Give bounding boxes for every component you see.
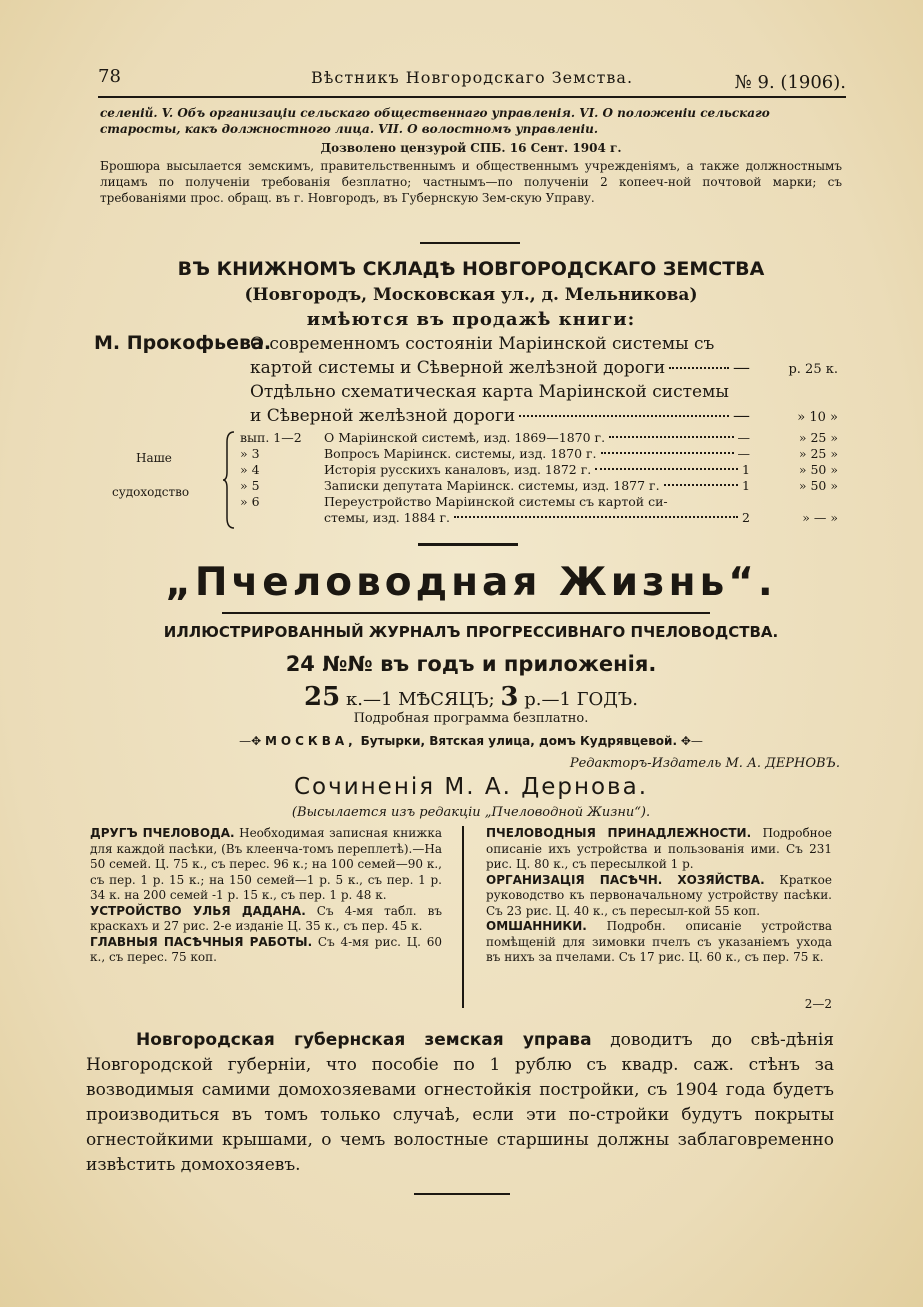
series-no: » 3 [240, 446, 260, 461]
price-b: 3 [500, 682, 519, 712]
ornament-left: —✥ [239, 734, 262, 748]
notice-lead: Новгородская губернская земская управа [136, 1030, 592, 1050]
book-item-1-qty: — [733, 358, 750, 378]
series-no: » 4 [240, 462, 260, 477]
series-no: » 6 [240, 494, 260, 509]
leader-dots [669, 367, 729, 369]
series-title: О Маріинской системѣ, изд. 1869—1870 г. [324, 430, 606, 445]
series-label-1: Наше [136, 451, 172, 465]
issue-mark: 2—2 [804, 997, 832, 1011]
series-row [240, 446, 838, 462]
series-row [240, 478, 838, 494]
series-title: Вопросъ Маріинск. системы, изд. 1870 г. [324, 446, 597, 461]
series-no: » 5 [240, 478, 260, 493]
series-price: » 25 » [798, 430, 838, 445]
series-qty: — [737, 446, 750, 461]
series-title-cont: стемы, изд. 1884 г. [324, 510, 451, 525]
notice-body: доводитъ до свѣ-дѣнія Новгородской губерніи, что пособіе по 1 рублю съ квадр. саж. стѣнъ за возводимыя самими домохозяевами огнестойкія постройки, съ 1904 года будетъ производиться въ томъ только случаѣ, если эти по-стройки будутъ покрыты огнестойкими крышами, о чемъ волостные старшины должны заблаговременно извѣстить домохозяевъ. [86, 1030, 834, 1175]
series-list [240, 430, 838, 526]
top-note-line2: старосты, какъ должностного лица. VII. О волостномъ управленіи. [100, 122, 599, 136]
series-label-2: судоходство [112, 485, 190, 499]
series-price: » 50 » [798, 462, 838, 477]
work-text: Подробное описаніе ихъ устройства и пользованія ими. Съ 231 рис. Ц. 80 к., съ пересылкой 1 р. [486, 826, 832, 871]
series-brace [222, 430, 236, 530]
book-item-2-line2: и Сѣверной желѣзной дороги [250, 406, 516, 426]
leader-dots [519, 415, 729, 417]
work-item [486, 919, 832, 966]
book-item-1-line2: картой системы и Сѣверной желѣзной дороги [250, 358, 666, 378]
work-title: ДРУГЪ ПЧЕЛОВОДА. [90, 826, 235, 840]
book-item-1-price: р. 25 к. [788, 362, 838, 377]
works-left-column [90, 826, 442, 966]
series-row [240, 462, 838, 478]
works-note: (Высылается изъ редакціи „Пчеловодной Жизни“). [291, 805, 651, 820]
work-text: Подробн. описаніе устройства помѣщеній для зимовки пчелъ съ указаніемъ ухода въ нихъ за пчелами. Съ 17 рис. Ц. 60 к., съ пер. 75 к. [486, 919, 832, 964]
page-number: 78 [98, 66, 121, 87]
works-right-column [486, 826, 832, 966]
book-item-1-line1: О современномъ состояніи Маріинской системы съ [250, 334, 715, 354]
price-b-unit: р.—1 ГОДЪ. [524, 689, 638, 710]
journal-ad-issues: 24 №№ въ годъ и приложенія. [285, 652, 657, 676]
price-a-unit: к.—1 МѢСЯЦЪ; [345, 689, 495, 710]
journal-ad-subtitle: ИЛЛЮСТРИРОВАННЫЙ ЖУРНАЛЪ ПРОГРЕССИВНАГО ПЧЕЛОВОДСТВА. [163, 623, 779, 641]
book-item-2-qty: — [733, 406, 750, 426]
work-item [90, 826, 442, 904]
works-title: Сочиненія М. А. Дернова. [293, 774, 649, 800]
series-price: » 25 » [798, 446, 838, 461]
address-city: МОСКВА, [264, 734, 357, 748]
work-title: ПЧЕЛОВОДНЫЯ ПРИНАДЛЕЖНОСТИ. [486, 826, 752, 840]
distribution-note: Брошюра высылается земскимъ, правительственнымъ и общественнымъ учрежденіямъ, а также должностнымъ лицамъ по полученіи требованія безплатно; частнымъ—по полученіи 2 копееч-ной почтовой марки; съ требованіями прос. обращ. въ г. Новгородъ, въ Губернскую Зем-скую Управу. [100, 159, 842, 205]
book-item-2-line1: Отдѣльно схематическая карта Маріинской системы [250, 382, 729, 402]
book-item-2 [250, 380, 838, 430]
address-rest: Бутырки, Вятская улица, домъ Кудрявцевой. [360, 734, 677, 748]
header-rule [98, 96, 846, 98]
page-header [98, 66, 846, 98]
series-qty: 2 [742, 510, 750, 525]
journal-ad-address [100, 734, 842, 748]
work-item [486, 826, 832, 873]
journal-title: Вѣстникъ Новгородскаго Земства. [310, 68, 634, 87]
series-qty: 1 [742, 462, 750, 477]
series-title: Исторія русскихъ каналовъ, изд. 1872 г. [324, 462, 592, 477]
series-title: Переустройство Маріинской системы съ картой си- [324, 494, 668, 509]
book-ad-address: (Новгородъ, Московская ул., д. Мельникова) [244, 285, 698, 305]
censor-note: Дозволено цензурой СПБ. 16 Сент. 1904 г. [320, 141, 622, 155]
series-qty: — [737, 430, 750, 445]
work-text: Краткое руководство къ первоначальному устройству пасѣки. Съ 23 рис. Ц. 40 к., съ пересыл-кой 55 коп. [486, 872, 832, 918]
journal-ad-editor: Редакторъ-Издатель М. А. ДЕРНОВЪ. [569, 756, 840, 771]
book-item-1 [250, 332, 838, 382]
series-title: Записки депутата Маріинск. системы, изд. 1877 г. [324, 478, 660, 493]
work-item [90, 935, 442, 966]
book-author: М. Прокофьева. [94, 332, 272, 354]
column-divider [462, 826, 464, 1008]
series-price: » 50 » [798, 478, 838, 493]
top-note-line1: селеній. V. Объ организаціи сельскаго общественнаго управленія. VI. О положеніи сельскаго [100, 106, 770, 120]
work-title: УСТРОЙСТВО УЛЬЯ ДАДАНА. [90, 903, 306, 918]
series-row-cont [240, 510, 838, 526]
journal-ad-program: Подробная программа безплатно. [353, 711, 589, 726]
series-row [240, 430, 838, 446]
notice-paragraph [86, 1028, 834, 1178]
work-title: ОРГАНИЗАЦІЯ ПАСѢЧН. ХОЗЯЙСТВА. [486, 872, 765, 887]
work-title: ГЛАВНЫЯ ПАСѢЧНЫЯ РАБОТЫ. [90, 934, 313, 949]
work-text: Необходимая записная книжка для каждой пасѣки, (Въ клеенча-томъ переплетѣ).—На 50 семей. Ц. 75 к., съ перес. 96 к.; на 100 семей—90 к., съ пер. 1 р. 15 к.; на 150 семей—1 р. 5 к., съ пер. 1 р. 34 к. на 200 семей -1 р. 15 к., съ пер. 1 р. 48 к. [90, 826, 442, 902]
work-text: Съ 4-мя рис. Ц. 60 к., съ перес. 75 коп. [90, 934, 442, 964]
issue-number: № 9. (1906). [734, 72, 846, 93]
price-a: 25 [304, 682, 341, 712]
work-title: ОМШАННИКИ. [486, 919, 587, 933]
divider [420, 242, 520, 244]
series-qty: 1 [742, 478, 750, 493]
series-row [240, 494, 838, 510]
divider [414, 1193, 510, 1195]
divider [418, 543, 518, 546]
book-item-2-price: » 10 » [797, 410, 838, 425]
ornament-right: ✥— [680, 734, 703, 748]
journal-ad-title: „Пчеловодная Жизнь“. [165, 560, 777, 605]
book-ad-subheading: имѣются въ продажѣ книги: [306, 309, 636, 330]
journal-ad-price [100, 682, 842, 712]
work-item [486, 873, 832, 920]
series-no: вып. 1—2 [240, 430, 302, 445]
work-item [90, 904, 442, 935]
series-price: » — » [802, 510, 838, 525]
work-text: Съ 4-мя табл. въ краскахъ и 27 рис. 2-е изданіе Ц. 35 к., съ пер. 45 к. [90, 903, 443, 933]
title-rule [222, 612, 710, 614]
book-ad-heading: ВЪ КНИЖНОМЪ СКЛАДѢ НОВГОРОДСКАГО ЗЕМСТВА [177, 258, 765, 280]
